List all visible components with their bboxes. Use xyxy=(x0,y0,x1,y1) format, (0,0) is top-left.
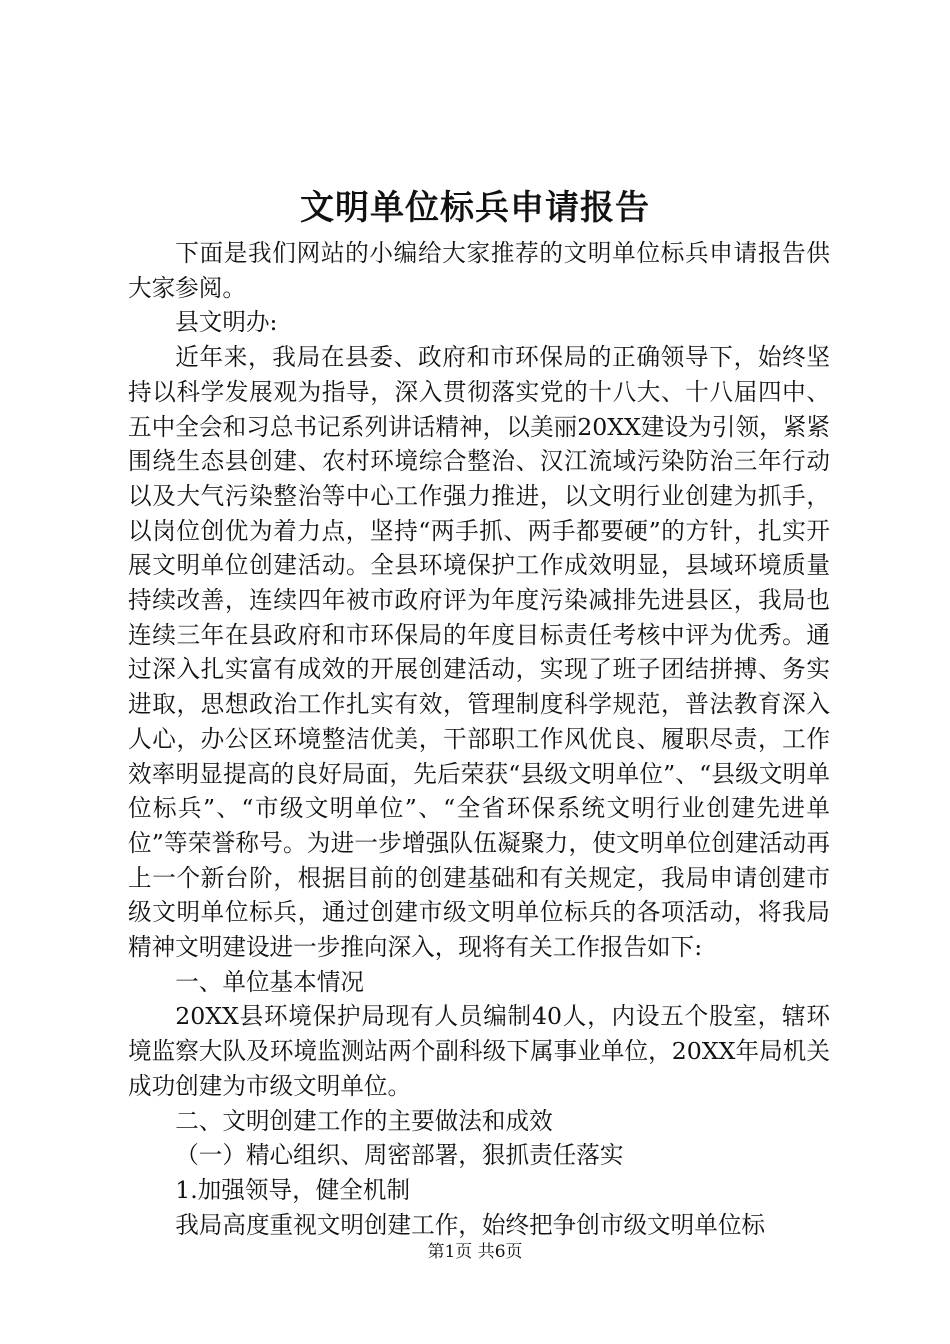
subsection-heading: （一）精心组织、周密部署，狠抓责任落实 xyxy=(175,1141,624,1170)
intro-paragraph: 下面是我们网站的小编给大家推荐的文明单位标兵申请报告供大家参阅。 xyxy=(128,239,830,302)
unit-info-paragraph: 20XX县环境保护局现有人员编制40人，内设五个股室，辖环境监察大队及环境监测站两个副科级下属事业单位，20XX年局机关成功创建为市级文明单位。 xyxy=(128,1002,830,1100)
document-body xyxy=(128,236,830,1242)
section-heading-2: 二、文明创建工作的主要做法和成效 xyxy=(175,1106,553,1135)
document-title: 文明单位标兵申请报告 xyxy=(300,188,650,228)
page-number-footer: 第1页 共6页 xyxy=(427,1242,523,1262)
salutation: 县文明办: xyxy=(175,308,278,337)
section-heading-1: 一、单位基本情况 xyxy=(175,967,364,996)
body-paragraph-last: 我局高度重视文明创建工作，始终把争创市级文明单位标 xyxy=(175,1210,766,1239)
main-paragraph: 近年来，我局在县委、政府和市环保局的正确领导下，始终坚持以科学发展观为指导，深入贯彻落实党的十八大、十八届四中、五中全会和习总书记系列讲话精神，以美丽20XX建设为引领，紧紧围绕生态县创建、农村环境综合整治、汉江流域污染防治三年行动以及大气污染整治等中心工作强力推进，以文明行业创建为抓手，以岗位创优为着力点，坚持“两手抓、两手都要硬”的方针，扎实开展文明单位创建活动。全县环境保护工作成效明显，县域环境质量持续改善，连续四年被市政府评为年度污染减排先进县区，我局也连续三年在县政府和市环保局的年度目标责任考核中评为优秀。通过深入扎实富有成效的开展创建活动，实现了班子团结拼搏、务实进取，思想政治工作扎实有效，管理制度科学规范，普法教育深入人心，办公区环境整洁优美，干部职工作风优良、履职尽责，工作效率明显提高的良好局面，先后荣获“县级文明单位”、“县级文明单位标兵”、“市级文明单位”、“全省环保系统文明行业创建先进单位”等荣誉称号。为进一步增强队伍凝聚力，使文明单位创建活动再上一个新台阶，根据目前的创建基础和有关规定，我局申请创建市级文明单位标兵，通过创建市级文明单位标兵的各项活动，将我局精神文明建设进一步推向深入，现将有关工作报告如下: xyxy=(128,343,830,962)
item-heading: 1.加强领导，健全机制 xyxy=(175,1175,411,1204)
